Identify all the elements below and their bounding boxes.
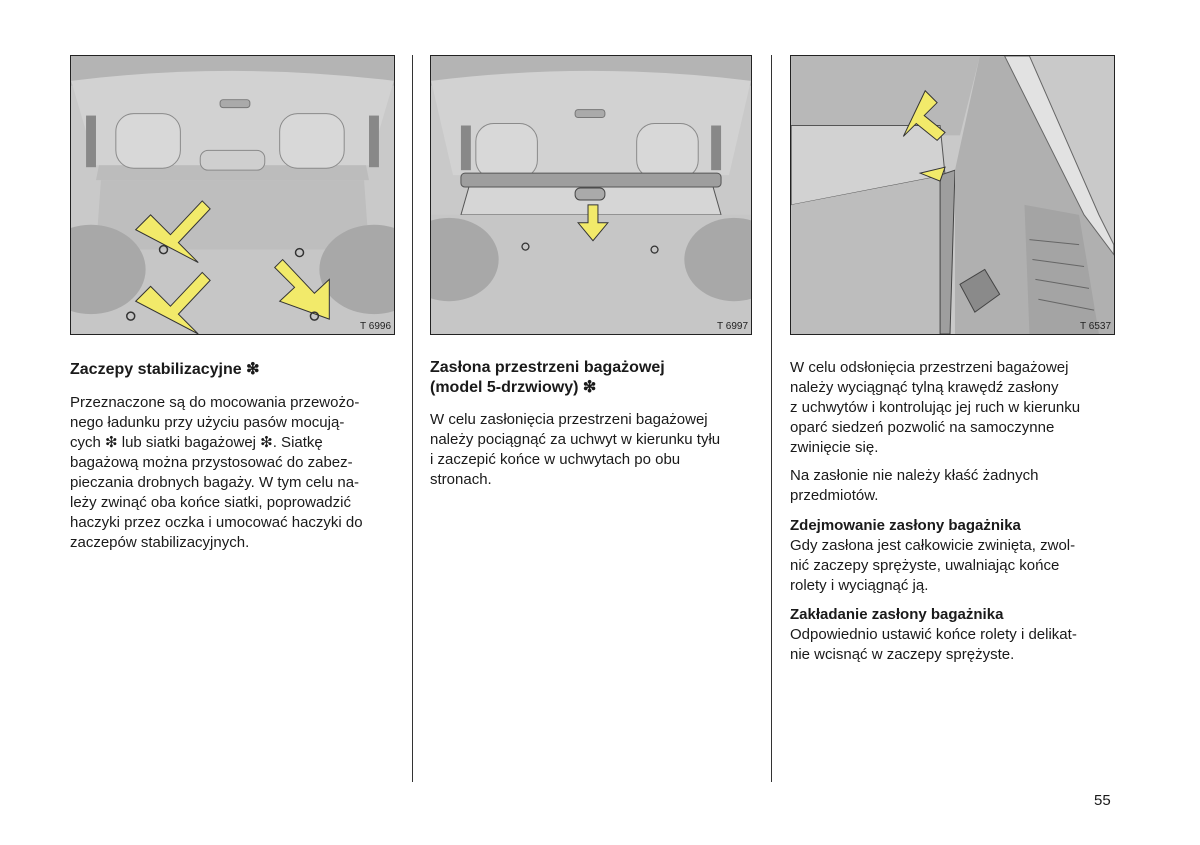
subsection-removing-cover	[790, 516, 1115, 596]
subsection-heading: Zdejmowanie zasłony bagażnika	[790, 517, 1021, 534]
text-line: Odpowiednio ustawić końce rolety i delikat-	[790, 626, 1077, 643]
text-line: i zaczepić końce w uchwytach po obu	[430, 451, 681, 468]
figure-code: T 6996	[360, 321, 391, 332]
text-line: rolety i wyciągnąć ją.	[790, 577, 929, 594]
section-heading-block	[70, 360, 395, 380]
subsection-heading: Zakładanie zasłony bagażnika	[790, 606, 1004, 623]
text-line: nego ładunku przy użyciu pasów mocują-	[70, 414, 345, 431]
section-heading: Zaczepy stabilizacyjne ❇	[70, 361, 260, 378]
body-text	[70, 393, 395, 553]
figure-code: T 6997	[717, 321, 748, 332]
cargo-cover-illustration	[431, 56, 751, 334]
text-line: należy wyciągnąć tylną krawędź zasłony	[790, 379, 1059, 396]
body-text	[790, 466, 1115, 506]
column-divider	[771, 55, 772, 782]
text-line: haczyki przez oczka i umocować haczyki do	[70, 514, 363, 531]
section-heading-line: (model 5-drzwiowy) ❇	[430, 379, 597, 396]
text-line: zwinięcie się.	[790, 439, 879, 456]
text-line: zaczepów stabilizacyjnych.	[70, 534, 250, 551]
body-text	[790, 358, 1115, 458]
text-line: leży zwinąć oba końce siatki, poprowadzić	[70, 494, 351, 511]
figure-cargo-hooks	[70, 55, 395, 335]
text-line: W celu odsłonięcia przestrzeni bagażowej	[790, 359, 1069, 376]
figure-code: T 6537	[1080, 321, 1111, 332]
subsection-installing-cover	[790, 605, 1115, 665]
text-line: pieczania drobnych bagaży. W tym celu na-	[70, 474, 360, 491]
body-text	[430, 410, 752, 490]
text-line: Przeznaczone są do mocowania przewożo-	[70, 394, 360, 411]
column-divider	[412, 55, 413, 782]
figure-cover-edge	[790, 55, 1115, 335]
section-heading-block	[430, 358, 752, 398]
figure-cargo-cover	[430, 55, 752, 335]
text-line: cych ❇ lub siatki bagażowej ❇. Siatkę	[70, 434, 323, 451]
text-line: Gdy zasłona jest całkowicie zwinięta, zwol-	[790, 537, 1076, 554]
text-line: W celu zasłonięcia przestrzeni bagażowej	[430, 411, 708, 428]
text-line: przedmiotów.	[790, 487, 879, 504]
text-line: oparć siedzeń pozwolić na samoczynne	[790, 419, 1055, 436]
cover-edge-illustration	[791, 56, 1114, 334]
text-line: z uchwytów i kontrolując jej ruch w kierunku	[790, 399, 1081, 416]
page-number: 55	[1094, 792, 1111, 809]
section-heading-line: Zasłona przestrzeni bagażowej	[430, 359, 665, 376]
text-line: Na zasłonie nie należy kłaść żadnych	[790, 467, 1039, 484]
text-line: nić zaczepy sprężyste, uwalniając końce	[790, 557, 1060, 574]
text-line: stronach.	[430, 471, 492, 488]
text-line: nie wcisnąć w zaczepy sprężyste.	[790, 646, 1015, 663]
text-line: należy pociągnąć za uchwyt w kierunku tyłu	[430, 431, 721, 448]
text-line: bagażową można przystosować do zabez-	[70, 454, 353, 471]
cargo-hooks-illustration	[71, 56, 394, 334]
